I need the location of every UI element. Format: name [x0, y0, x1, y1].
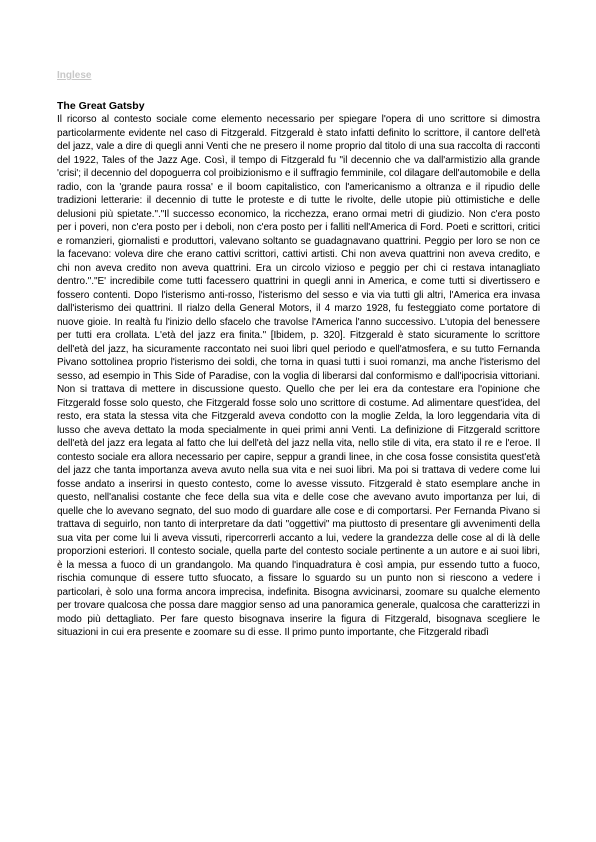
document-title: The Great Gatsby	[57, 100, 145, 112]
body-paragraph: Il ricorso al contesto sociale come elemento necessario per spiegare l'opera di uno scrittore si dimostra particolarmente evidente nel caso di Fitzgerald. Fitzgerald è stato infatti definito lo scrittore, il cantore dell'età del jazz, vale a dire di quegli anni Venti che ne presero il nome proprio dal titolo di una sua raccolta di racconti del 1922, Tales of the Jazz Age. Così, il tempo di Fitzgerald fu "il decennio che va dall'armistizio alla grande 'crisi'; il decennio del dopoguerra col proibizionismo e il suffragio femminile, col dilagare dell'automobile e della radio, con la 'grande paura rossa' e il boom capitalistico, con l'americanismo a oltranza e il ripudio delle tradizioni letterarie: il decennio di tutte le proteste e di tutte le rivolte, delle utopie più ottimistiche e delle delusioni più spietate."."Il successo economico, la ricchezza, erano ormai metri di giudizio. Non c'era posto per i poveri, non c'era posto per i deboli, non c'era posto per i falliti nell'America di Ford. Poeti e scrittori, critici e romanzieri, giornalisti e produttori, valevano soltanto se guadagnavano quattrini. Peggio per loro se non ce la facevano: voleva dire che erano cattivi scrittori, cattivi artisti. Chi non aveva quattrini non aveva credito, e chi non aveva credito non aveva quattrini. Era un circolo vizioso e peggio per chi ci restava intanagliato dentro."."E' incredibile come tutti facessero quattrini in quegli anni in America, e come tutti si divertissero e fossero contenti. Dopo l'isterismo anti-rosso, l'isterismo del sesso e via via tutti gli altri, l'America era invasa dall'isterismo dei quattrini. Il rialzo della General Motors, il 4 marzo 1928, fu festeggiato come portatore di nuove gioie. In realtà fu l'inizio dello sfacelo che travolse l'America l'anno successivo. L'utopia del benessere per tutti era crollata. L'età del jazz era finita." [Ibidem, p. 320]. Fitzgerald è stato sicuramente lo scrittore dell'età del jazz, ha sicuramente raccontato nei suoi libri quel periodo e quell'atmosfera, e su tutto Fernanda Pivano sottolinea proprio l'isterismo dei soldi, che torna in quasi tutti i suoi romanzi, ma anche l'isterismo del sesso, ad esempio in This Side of Paradise, con la voglia di liberarsi dal conformismo e dall'ipocrisia vittoriani. Non si trattava di mettere in discussione questo. Quello che per lei era da contestare era l'opinione che Fitzgerald fosse solo questo, che Fitzgerald fosse solo uno scrittore di costume. Ad alimentare quest'idea, del resto, era stata la stessa vita che Fitzgerald aveva condotto con la moglie Zelda, la loro leggendaria vita di lusso che aveva dettato la moda specialmente in quei primi anni Venti. La definizione di Fitzgerald scrittore dell'età del jazz era legata al fatto che lui dell'età del jazz nella vita, nello stile di vita, era stato il re e l'eroe. Il contesto sociale era allora necessario per capire, seppur a grandi linee, in che cosa fosse consistita quest'età del jazz che tanta importanza aveva avuto nella sua vita e nei suoi libri. Ma poi si trattava di vedere come lui fosse andato a inserirsi in questo contesto, come lo avesse vissuto. Fitzgerald è stato esemplare anche in questo, nell'analisi costante che fece della sua vita e delle cose che avevano avuto importanza per lui, di quelle che lo avevano segnato, del suo modo di guardare alle cose e di comportarsi. Per Fernanda Pivano si trattava di seguirlo, non tanto di interpretare da dati "oggettivi" ma piuttosto di presentare gli avvenimenti della sua vita per come lui li aveva vissuti, ripercorrerli accanto a lui, vedere la grandezza delle cose al di là delle proporzioni esteriori. Il contesto sociale, quella parte del contesto sociale pertinente a un autore e ai suoi libri, è la messa a fuoco di un grandangolo. Ma quando l'inquadratura è così ampia, pur essendo tutto a fuoco, rischia comunque di essere tutto sfuocato, a fissare lo sguardo su un punto non si riescono a vedere i particolari, è solo una forma ancora imprecisa, indefinita. Bisogna avvicinarsi, zoomare su qualche elemento per trovare qualcosa che possa dare maggior senso ad una panoramica generale, qualcosa che caratterizzi in modo più dettagliato. Per fare questo bisognava inserire la figura di Fitzgerald, bisognava scegliere le situazioni in cui era presente e zoomare su di esse. Il primo punto importante, che Fitzgerald ribadì	[57, 114, 540, 638]
document-page	[57, 70, 540, 640]
section-link-inglese[interactable]: Inglese	[57, 70, 92, 81]
